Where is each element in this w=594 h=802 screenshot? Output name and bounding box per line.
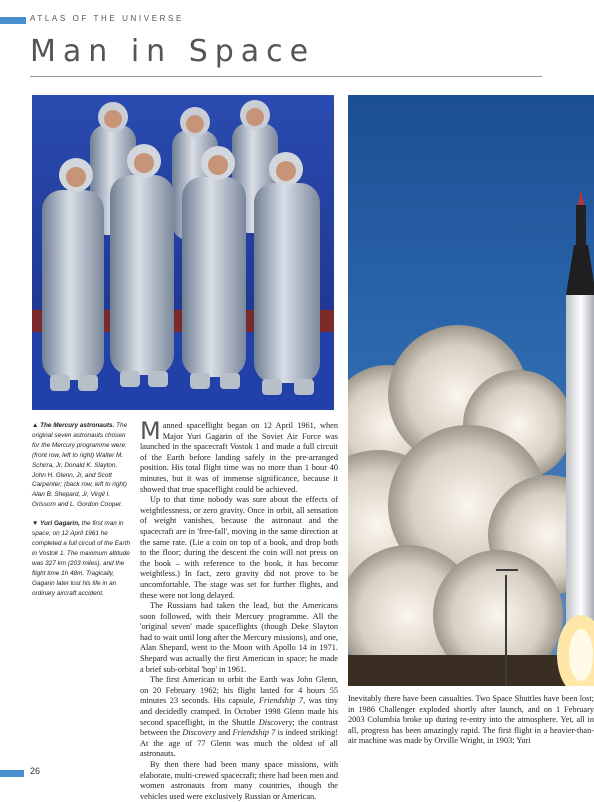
p4-text-a: The first American to orbit the Earth was John Glenn, on 20 February 1962; his flight lasted for 4 hours 55 minutes 23 seconds. His capsule,	[140, 675, 338, 706]
p4-text-c: ; the contrast between the	[140, 717, 338, 738]
paragraph-5: By then there had been many space missions, with elaborate, multi-crewed spacecraft; there had been men and women astronauts from many countries, though the vehicles used were exclusively Russian or American.	[140, 760, 338, 801]
paragraph-3: The Russians had taken the lead, but the Americans soon followed, with their Mercury programme. All the 'original seven' made spaceflights (though Deke Slayton had to wait until long after the Mercury missions), and one, Alan Shepard, went to the Moon with Apollo 14 in 1971. Shepard was actually the first American in space; he made a brief sub-orbital 'hop' in 1961.	[140, 601, 338, 674]
gagarin-caption	[32, 519, 132, 598]
running-head: ATLAS OF THE UNIVERSE	[30, 14, 184, 23]
paragraph-2: Up to that time nobody was sure about the effects of weightlessness, or zero gravity. Once in orbit, all sensation of weight vanishes, because the astronaut and the spacecraft are in 'free-fall', moving in the same direction at the same rate. (Lie a coin on top of a book, and drop both to the floor; during the descent the coin will not press on the book – with reference to the book, it has become weightless.) In fact, zero gravity did not prove to be uncomfortable. The stage was set for further flights, and these were not long delayed.	[140, 495, 338, 600]
footer-accent-bar	[0, 770, 24, 777]
mercury-caption-text: The original seven astronauts chosen for the Mercury programme were: (front row, left to right) Walter M. Schirra, Jr, Donald K. Slayton, John H. Glenn, Jr, and Scott Carpenter; (back row, left to right) Alan B. Shepard, Jr, Virgil I. Grissom and L. Gordon Cooper.	[32, 422, 128, 509]
p4-emphasis-4: Friendship 7	[232, 728, 276, 738]
body-column-1	[140, 417, 338, 802]
p4-text-b: , was tiny and decidedly cramped. In October 1998 Glenn made his second spaceflight, in the Shuttle	[140, 696, 338, 727]
rocket-launch-photo	[348, 95, 594, 686]
page-number: 26	[30, 766, 41, 776]
paragraph-1-text: anned spaceflight began on 12 April 1961, when Major Yuri Gagarin of the Soviet Air Force was launched in the spacecraft Vostok 1 and made a full circuit of the Earth before landing safely in the pre-arranged position. His total flight time was no more than 1 hour 40 minutes, but it was of immense significance, because it showed that true spaceflight could be achieved.	[140, 421, 338, 494]
title-rule	[30, 76, 542, 77]
drop-cap: M	[140, 417, 161, 445]
mercury-caption	[32, 421, 132, 510]
p4-emphasis-1: Friendship 7	[258, 696, 304, 706]
mercury-caption-lead: ▲ The Mercury astronauts.	[32, 422, 115, 429]
p4-emphasis-3: Discovery	[182, 728, 216, 738]
p4-emphasis-2: Discovery	[258, 717, 293, 727]
gagarin-caption-text: the first man in space; on 12 April 1961 he completed a full circuit of the Earth in Vostok 1. The maximum altitude was 327 km (203 miles), and the flight time 1h 48m. Tragically, Gagarin later lost his life in an ordinary aircraft accident.	[32, 520, 131, 597]
p4-text-d: and	[215, 728, 233, 738]
gagarin-caption-lead: ▼ Yuri Gagarin,	[32, 520, 80, 528]
page-title: Man in Space	[30, 34, 316, 69]
paragraph-1	[140, 417, 338, 495]
photo-captions	[32, 421, 132, 607]
paragraph-6: Inevitably there have been casualties. Two Space Shuttles have been lost; in 1986 Challenger exploded shortly after launch, and on 1 February 2003 Columbia broke up during re-entry into the atmosphere. Yet, all in all, progress has been amazingly rapid. The first flight in a heavier-than-air machine was made by Orville Wright, in 1903; Yuri	[348, 694, 594, 746]
paragraph-4	[140, 675, 338, 760]
body-column-2	[348, 694, 594, 747]
p4-text-e: is indeed striking! At the age of 77 Glenn was much the oldest of all astronauts.	[140, 728, 338, 759]
header-accent-bar	[0, 17, 26, 24]
mercury-astronauts-photo	[32, 95, 334, 410]
